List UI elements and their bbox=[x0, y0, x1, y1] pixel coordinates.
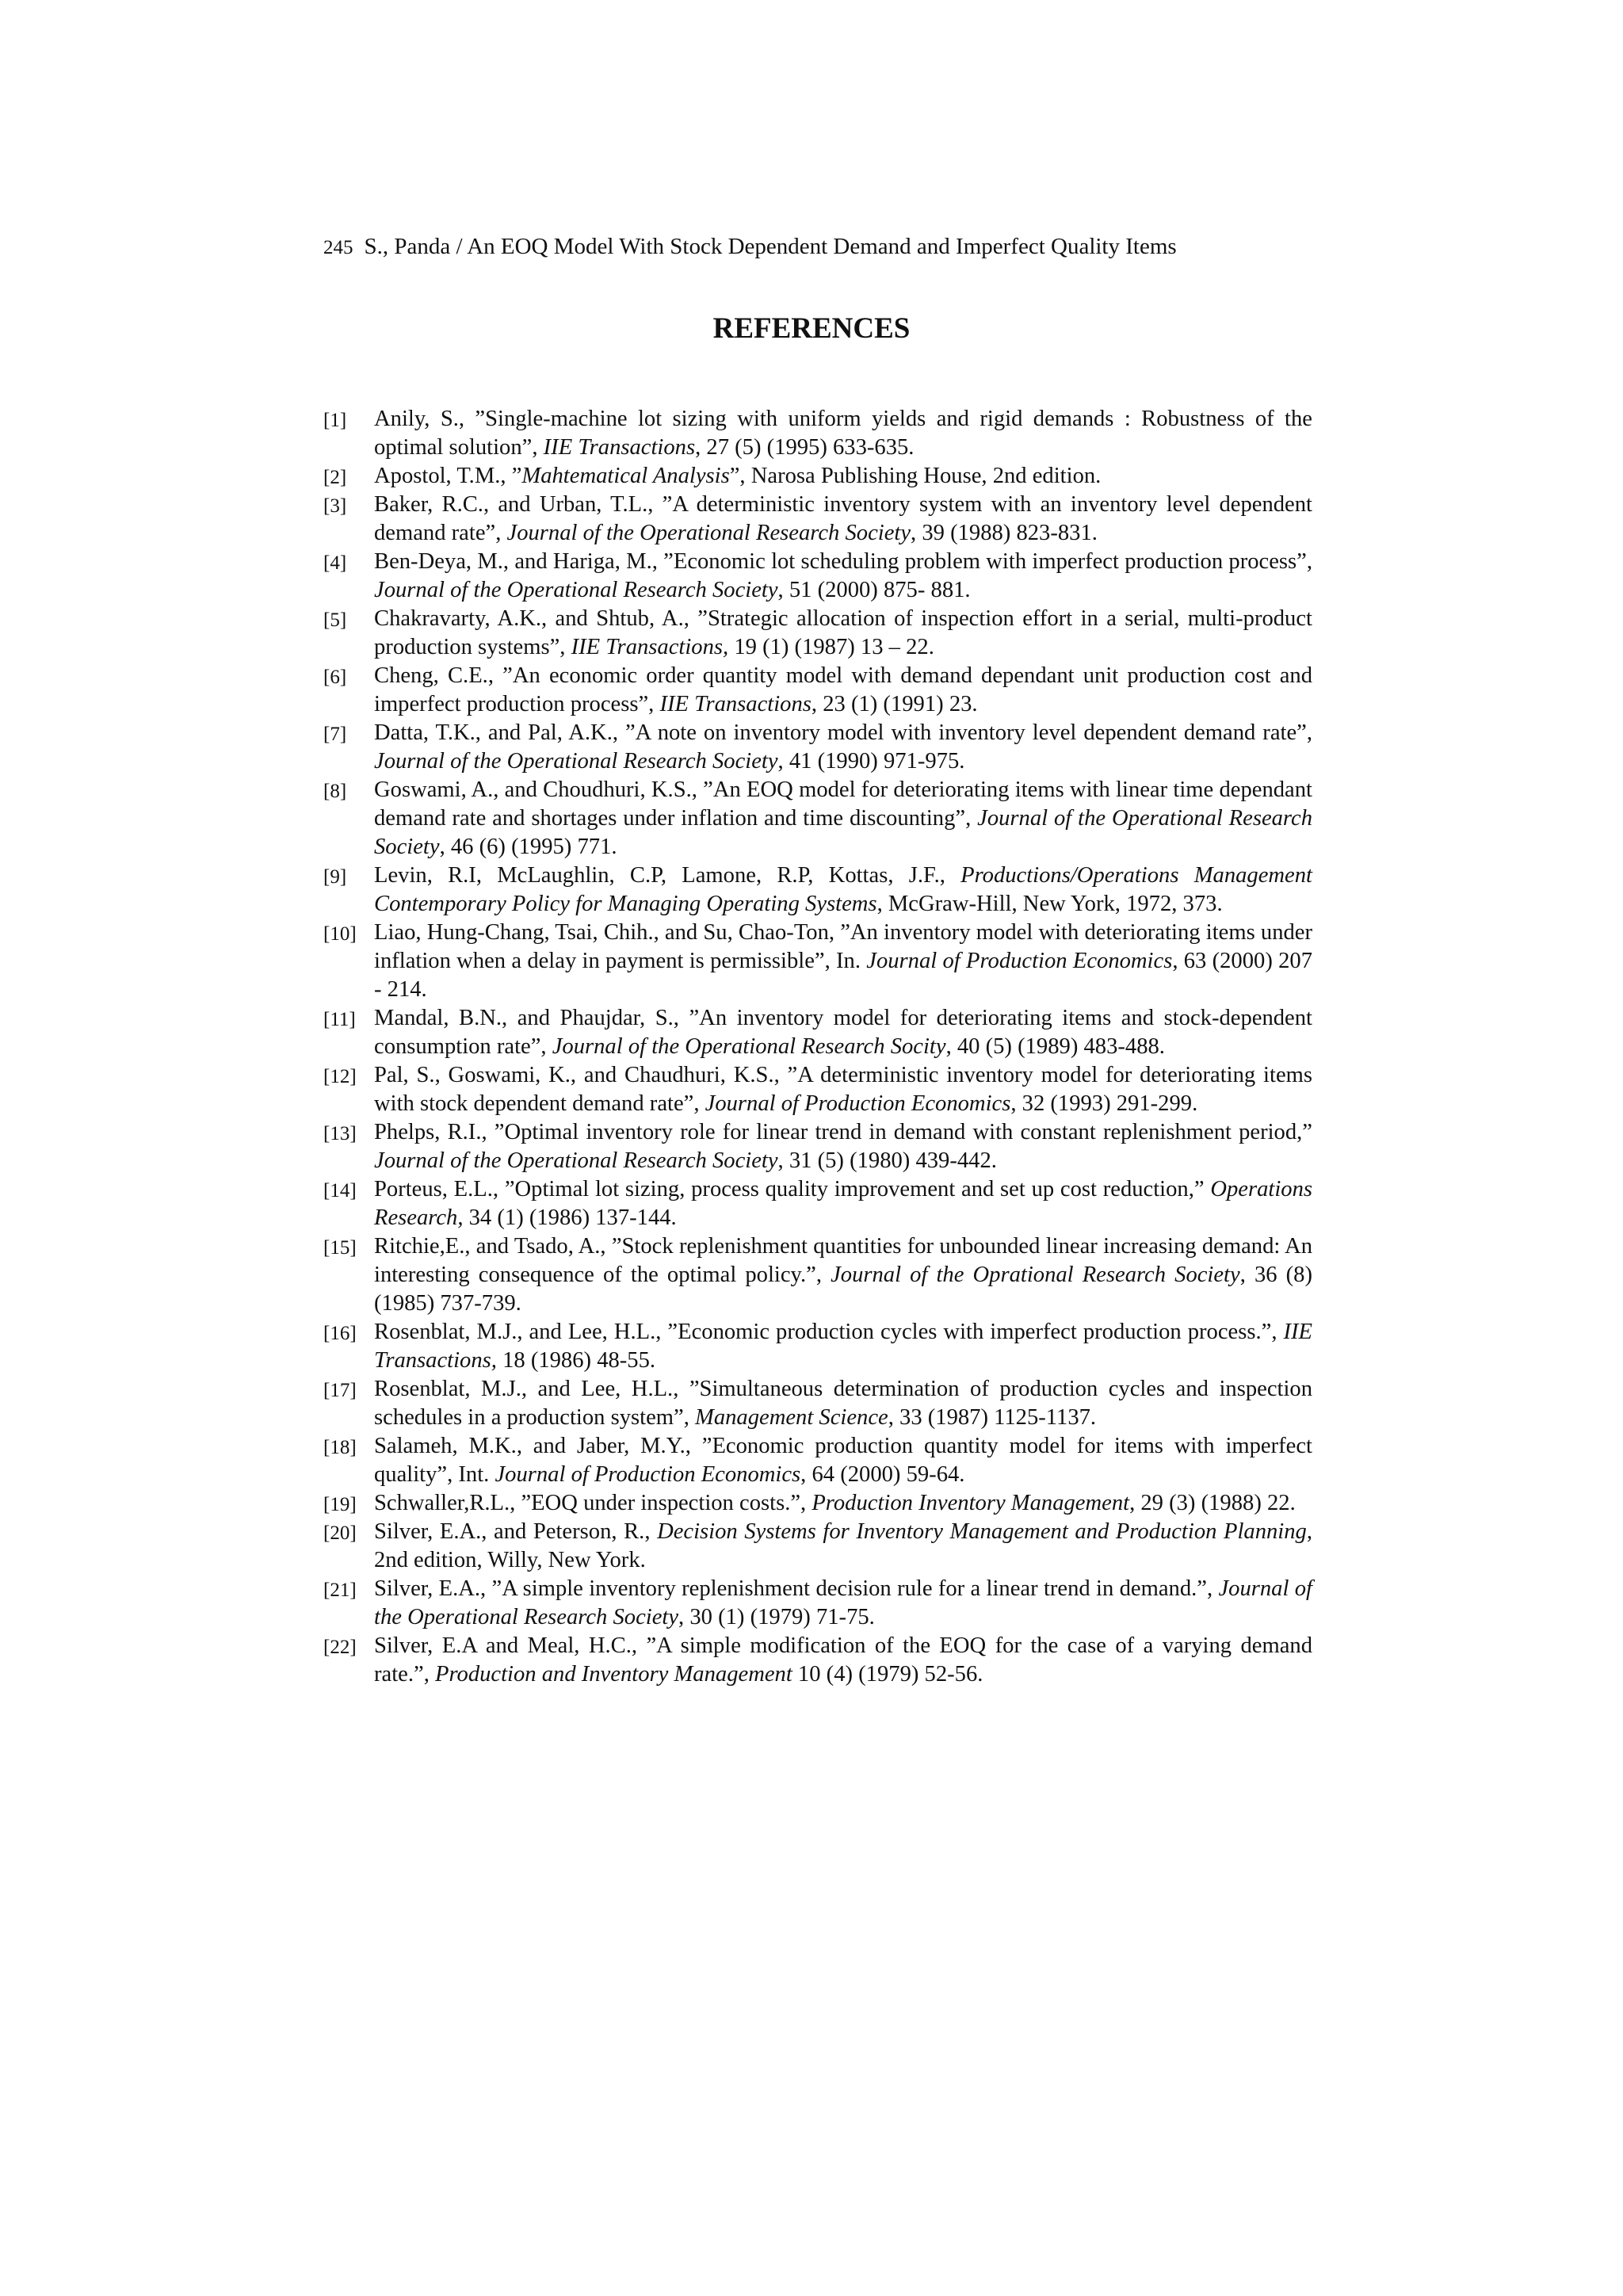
reference-run: Levin, R.I, McLaughlin, C.P, Lamone, R.P, Kottas, J.F., bbox=[374, 863, 961, 888]
reference-item bbox=[323, 1575, 1312, 1632]
reference-italic-run: Production Inventory Management bbox=[812, 1491, 1130, 1515]
reference-item bbox=[323, 776, 1312, 861]
reference-italic-run: Operations Research, bbox=[374, 1177, 1312, 1230]
reference-run: ”, Narosa Publishing House, 2nd edition. bbox=[729, 464, 1102, 488]
reference-run: Ritchie,E., and Tsado, A., ”Stock replenishment quantities for unbounded linear increasing demand: An interesting consequence of the optimal policy.”, bbox=[374, 1234, 1312, 1287]
reference-item bbox=[323, 861, 1312, 919]
reference-italic-run: Journal of the Operational Research Society bbox=[506, 521, 911, 545]
reference-number: [1] bbox=[323, 410, 347, 431]
reference-italic-run: Productions/Operations Management Contemporary Policy for Managing Operating Systems bbox=[374, 863, 1312, 916]
reference-run: Cheng, C.E., ”An economic order quantity model with demand dependant unit production cost and imperfect production process”, bbox=[374, 663, 1312, 716]
reference-number: [9] bbox=[323, 866, 347, 888]
reference-number: [8] bbox=[323, 781, 347, 802]
reference-item bbox=[323, 605, 1312, 662]
reference-text bbox=[374, 1491, 1296, 1515]
reference-number: [10] bbox=[323, 923, 357, 945]
reference-number: [15] bbox=[323, 1237, 357, 1259]
running-header bbox=[323, 231, 1354, 264]
reference-item bbox=[323, 491, 1312, 548]
reference-item bbox=[323, 548, 1312, 605]
reference-text bbox=[374, 1633, 1312, 1687]
reference-text bbox=[374, 407, 1312, 460]
reference-italic-run: Journal of the Operational Research Society bbox=[374, 1148, 778, 1173]
reference-text bbox=[374, 1006, 1312, 1059]
reference-text bbox=[374, 1063, 1312, 1116]
reference-run: , 29 (3) (1988) 22. bbox=[1129, 1491, 1296, 1515]
reference-run: , 46 (6) (1995) 771. bbox=[439, 835, 617, 859]
reference-run: Silver, E.A., ”A simple inventory replenishment decision rule for a linear trend in demand.”, bbox=[374, 1576, 1219, 1601]
reference-run: , 23 (1) (1991) 23. bbox=[811, 692, 978, 716]
reference-run: , 64 (2000) 59-64. bbox=[800, 1462, 965, 1487]
reference-run: , 39 (1988) 823-831. bbox=[911, 521, 1098, 545]
reference-run: , 40 (5) (1989) 483-488. bbox=[945, 1034, 1165, 1059]
reference-italic-run: Journal of the Operational Research Society bbox=[374, 749, 778, 774]
reference-italic-run: Production and Inventory Management bbox=[435, 1662, 792, 1687]
reference-text bbox=[374, 1519, 1312, 1572]
reference-number: [13] bbox=[323, 1123, 357, 1144]
reference-number: [4] bbox=[323, 552, 347, 574]
reference-run: Rosenblat, M.J., and Lee, H.L., ”Simultaneous determination of production cycles and inspection schedules in a production system”, bbox=[374, 1377, 1312, 1430]
reference-run: Mandal, B.N., and Phaujdar, S., ”An inventory model for deteriorating items and stock-dependent consumption rate”, bbox=[374, 1006, 1312, 1059]
reference-number: [14] bbox=[323, 1180, 357, 1201]
reference-run: Baker, R.C., and Urban, T.L., ”A deterministic inventory system with an inventory level dependent demand rate”, bbox=[374, 492, 1312, 545]
reference-text bbox=[374, 863, 1312, 916]
reference-italic-run: Journal of the Operational Research Society bbox=[374, 1576, 1312, 1629]
reference-item bbox=[323, 1632, 1312, 1689]
reference-item bbox=[323, 662, 1312, 719]
reference-italic-run: Journal of the Operational Research Socity bbox=[552, 1034, 946, 1059]
reference-text bbox=[374, 464, 1101, 488]
reference-italic-run: IIE Transactions, bbox=[571, 635, 729, 659]
reference-text bbox=[374, 549, 1312, 602]
page-number: 245 bbox=[323, 237, 353, 258]
reference-text bbox=[374, 606, 1312, 659]
reference-run: , 63 (2000) 207 - 214. bbox=[374, 949, 1313, 1002]
reference-italic-run: Journal of the Oprational Research Society bbox=[831, 1263, 1240, 1287]
reference-item bbox=[323, 1432, 1312, 1489]
reference-number: [3] bbox=[323, 495, 347, 517]
reference-run: Rosenblat, M.J., and Lee, H.L., ”Economic production cycles with imperfect production process.”, bbox=[374, 1320, 1284, 1344]
reference-text bbox=[374, 492, 1312, 545]
reference-run: Porteus, E.L., ”Optimal lot sizing, process quality improvement and set up cost reduction,” bbox=[374, 1177, 1211, 1201]
reference-number: [6] bbox=[323, 667, 347, 688]
running-title: S., Panda / An EOQ Model With Stock Dependent Demand and Imperfect Quality Items bbox=[364, 234, 1177, 259]
reference-text bbox=[374, 777, 1312, 859]
reference-number: [5] bbox=[323, 609, 347, 631]
reference-number: [7] bbox=[323, 724, 347, 745]
reference-number: [22] bbox=[323, 1637, 357, 1658]
reference-item bbox=[323, 919, 1312, 1004]
reference-item bbox=[323, 1375, 1312, 1432]
reference-item bbox=[323, 405, 1312, 462]
section-title: REFERENCES bbox=[712, 312, 911, 345]
reference-run: , 30 (1) (1979) 71-75. bbox=[678, 1605, 875, 1629]
reference-item bbox=[323, 1004, 1312, 1061]
reference-italic-run: Management Science bbox=[695, 1405, 888, 1430]
reference-italic-run: Mahtematical Analysis bbox=[521, 464, 730, 488]
reference-number: [2] bbox=[323, 467, 347, 488]
reference-number: [20] bbox=[323, 1522, 357, 1544]
reference-italic-run: IIE Transactions bbox=[659, 692, 812, 716]
reference-run: 34 (1) (1986) 137-144. bbox=[463, 1205, 677, 1230]
reference-run: Anily, S., ”Single-machine lot sizing with uniform yields and rigid demands : Robustness of the optimal solution”, bbox=[374, 407, 1312, 460]
reference-run: 19 (1) (1987) 13 – 22. bbox=[728, 635, 934, 659]
reference-run: , McGraw-Hill, New York, 1972, 373. bbox=[876, 892, 1223, 916]
reference-italic-run: Journal of Production Economics bbox=[495, 1462, 801, 1487]
reference-italic-run: Journal of the Operational Research Society bbox=[374, 806, 1312, 859]
reference-number: [19] bbox=[323, 1494, 357, 1515]
reference-italic-run: IIE Transactions bbox=[543, 435, 696, 460]
reference-number: [12] bbox=[323, 1066, 357, 1087]
reference-run: Chakravarty, A.K., and Shtub, A., ”Strategic allocation of inspection effort in a serial, multi-product production systems”, bbox=[374, 606, 1312, 659]
reference-italic-run: Journal of Production Economics bbox=[705, 1091, 1011, 1116]
reference-text bbox=[374, 1576, 1312, 1629]
reference-italic-run: Journal of the Operational Research Society bbox=[374, 578, 778, 602]
reference-number: [21] bbox=[323, 1580, 357, 1601]
reference-text bbox=[374, 1177, 1312, 1230]
reference-run: 10 (4) (1979) 52-56. bbox=[792, 1662, 983, 1687]
reference-run: , 36 (8) (1985) 737-739. bbox=[374, 1263, 1312, 1316]
reference-run: Ben-Deya, M., and Hariga, M., ”Economic lot scheduling problem with imperfect production process”, bbox=[374, 549, 1312, 574]
reference-item bbox=[323, 1518, 1312, 1575]
reference-text bbox=[374, 1320, 1312, 1373]
reference-run: , 41 (1990) 971-975. bbox=[777, 749, 965, 774]
reference-run: Silver, E.A., and Peterson, R., bbox=[374, 1519, 658, 1544]
reference-text bbox=[374, 920, 1312, 1002]
reference-run: Apostol, T.M., ” bbox=[374, 464, 522, 488]
reference-run: , 32 (1993) 291-299. bbox=[1010, 1091, 1198, 1116]
reference-run: 18 (1986) 48-55. bbox=[496, 1348, 656, 1373]
reference-number: [17] bbox=[323, 1380, 357, 1401]
reference-text bbox=[374, 1434, 1312, 1487]
reference-number: [11] bbox=[323, 1009, 356, 1030]
reference-italic-run: IIE Transactions, bbox=[374, 1320, 1312, 1373]
reference-item bbox=[323, 1175, 1312, 1232]
reference-run: , 2nd edition, Willy, New York. bbox=[374, 1519, 1312, 1572]
reference-item bbox=[323, 1489, 1312, 1518]
reference-text bbox=[374, 1234, 1312, 1316]
reference-run: Liao, Hung-Chang, Tsai, Chih., and Su, Chao-Ton, ”An inventory model with deteriorating items under inflation when a delay in payment is permissible”, In. bbox=[374, 920, 1312, 973]
reference-run: , 33 (1987) 1125-1137. bbox=[888, 1405, 1097, 1430]
reference-item bbox=[323, 1232, 1312, 1318]
reference-run: Schwaller,R.L., ”EOQ under inspection costs.”, bbox=[374, 1491, 812, 1515]
reference-run: Silver, E.A and Meal, H.C., ”A simple modification of the EOQ for the case of a varying demand rate.”, bbox=[374, 1633, 1312, 1687]
reference-run: Datta, T.K., and Pal, A.K., ”A note on inventory model with inventory level dependent demand rate”, bbox=[374, 720, 1312, 745]
reference-list bbox=[323, 405, 1312, 1689]
reference-text bbox=[374, 1120, 1312, 1173]
reference-italic-run: Decision Systems for Inventory Management and Production Planning bbox=[657, 1519, 1307, 1544]
reference-item bbox=[323, 1118, 1312, 1175]
reference-item bbox=[323, 1318, 1312, 1375]
reference-item bbox=[323, 462, 1312, 491]
reference-text bbox=[374, 663, 1312, 716]
reference-text bbox=[374, 1377, 1312, 1430]
reference-run: Goswami, A., and Choudhuri, K.S., ”An EOQ model for deteriorating items with linear time dependant demand rate and shortages under inflation and time discounting”, bbox=[374, 777, 1312, 831]
reference-run: , 51 (2000) 875- 881. bbox=[777, 578, 971, 602]
reference-run: Salameh, M.K., and Jaber, M.Y., ”Economic production quantity model for items with imperfect quality”, Int. bbox=[374, 1434, 1312, 1487]
reference-item bbox=[323, 719, 1312, 776]
reference-italic-run: Journal of Production Economics bbox=[866, 949, 1173, 973]
reference-run: Phelps, R.I., ”Optimal inventory role for linear trend in demand with constant replenishment period,” bbox=[374, 1120, 1312, 1144]
reference-text bbox=[374, 720, 1312, 774]
reference-run: , 27 (5) (1995) 633-635. bbox=[695, 435, 915, 460]
reference-run: Pal, S., Goswami, K., and Chaudhuri, K.S., ”A deterministic inventory model for deteriorating items with stock dependent demand rate”, bbox=[374, 1063, 1312, 1116]
reference-number: [16] bbox=[323, 1323, 357, 1344]
reference-item bbox=[323, 1061, 1312, 1118]
reference-number: [18] bbox=[323, 1437, 357, 1458]
reference-run: , 31 (5) (1980) 439-442. bbox=[777, 1148, 997, 1173]
